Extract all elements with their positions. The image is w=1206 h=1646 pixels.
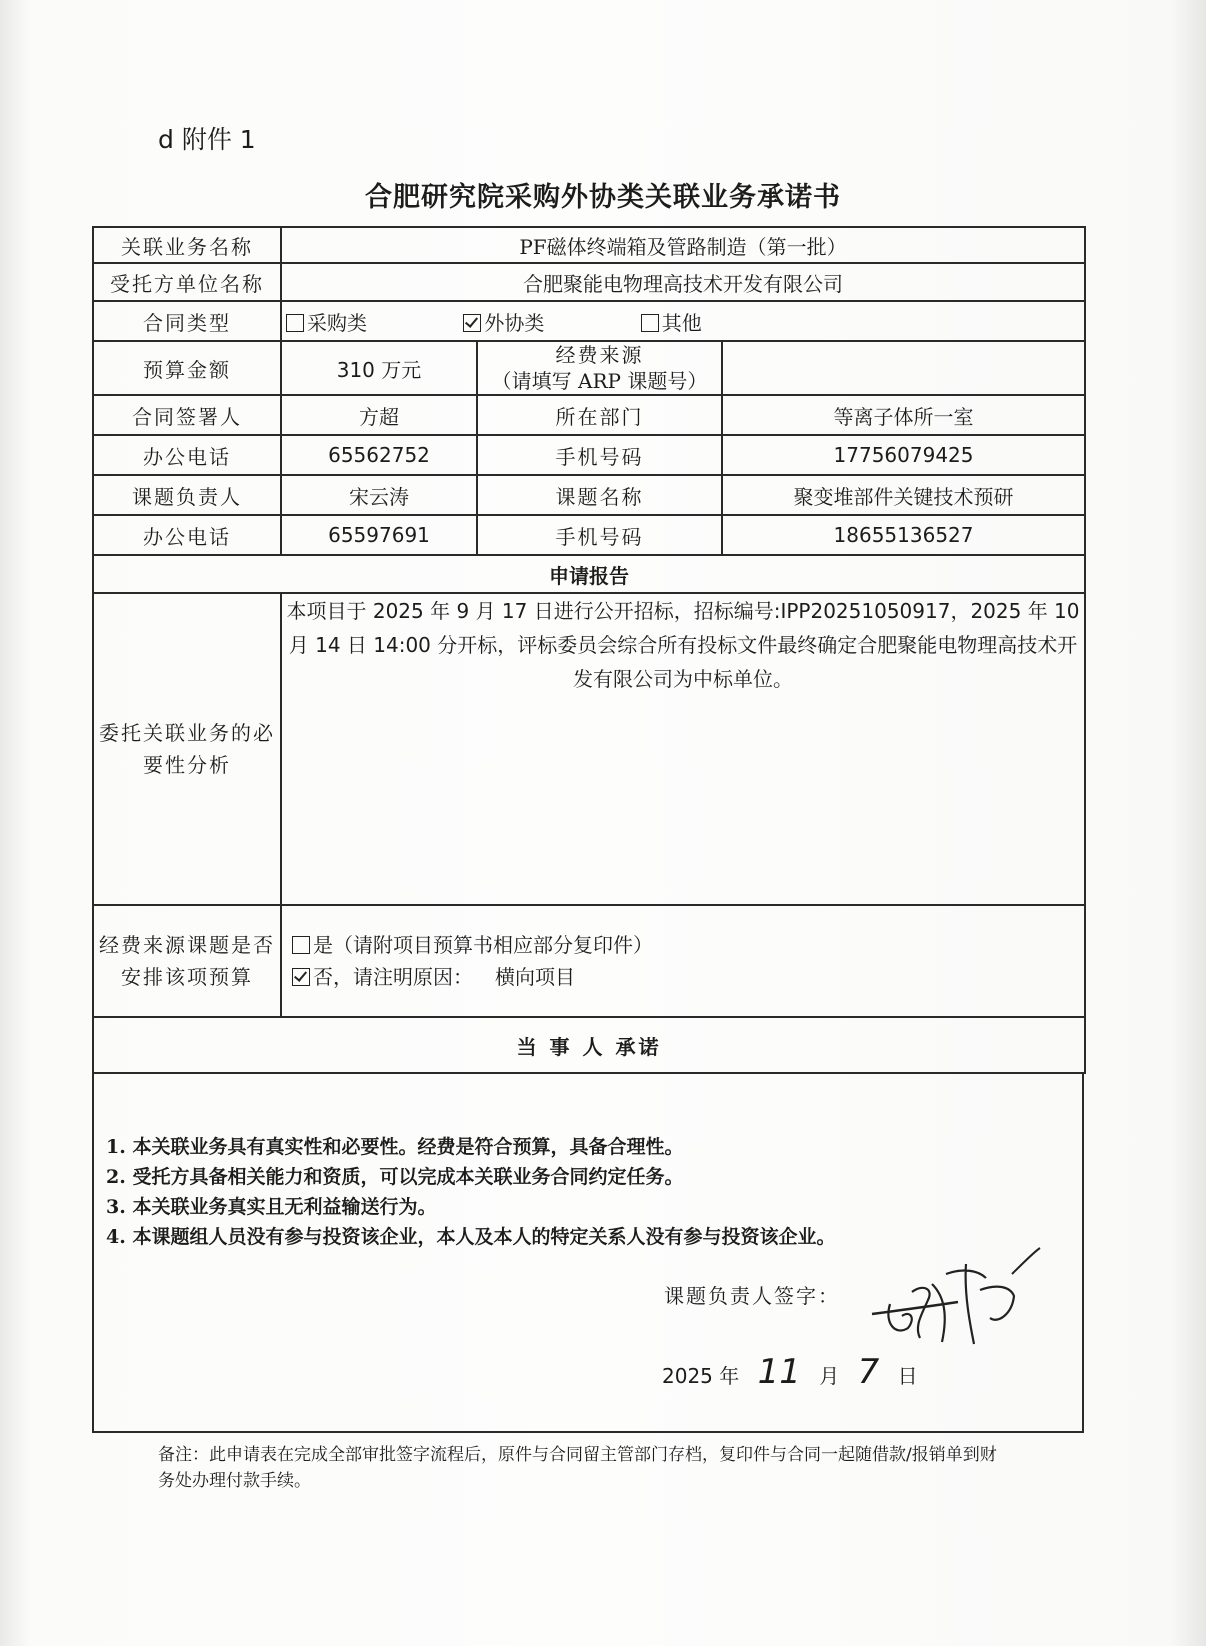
department-label: 所在部门 bbox=[477, 395, 722, 435]
budget-no-label: 否，请注明原因： bbox=[313, 965, 473, 989]
date-month: 11 bbox=[757, 1352, 801, 1392]
business-name-label: 关联业务名称 bbox=[93, 227, 281, 263]
signature-date bbox=[662, 1352, 918, 1392]
mobile-label-1: 手机号码 bbox=[477, 435, 722, 475]
necessity-label-line2: 要性分析 bbox=[143, 753, 231, 777]
footer-note: 备注：此申请表在完成全部审批签字流程后，原件与合同留主管部门存档，复印件与合同一起随借款/报销单到财务处办理付款手续。 bbox=[158, 1445, 997, 1491]
date-day-unit: 日 bbox=[897, 1364, 918, 1388]
signer-value: 方超 bbox=[281, 395, 477, 435]
row-business-name bbox=[93, 227, 1085, 263]
budget-question-answers bbox=[281, 905, 1085, 1017]
commitment-form bbox=[92, 226, 1084, 1433]
office-phone-label-2: 办公电话 bbox=[93, 515, 281, 555]
option-procurement-label: 采购类 bbox=[307, 310, 367, 335]
project-name-label: 课题名称 bbox=[477, 475, 722, 515]
mobile-value-1: 17756079425 bbox=[722, 435, 1085, 475]
option-outsourcing bbox=[463, 307, 544, 336]
date-day: 7 bbox=[857, 1352, 880, 1392]
office-phone-value-2: 65597691 bbox=[281, 515, 477, 555]
application-section-title: 申请报告 bbox=[93, 555, 1085, 593]
row-application-title bbox=[93, 555, 1085, 593]
department-value: 等离子体所一室 bbox=[722, 395, 1085, 435]
date-year-unit: 年 bbox=[719, 1364, 740, 1388]
commitment-section-title: 当 事 人 承诺 bbox=[93, 1017, 1085, 1073]
mobile-value-2: 18655136527 bbox=[722, 515, 1085, 555]
funding-source-value bbox=[722, 341, 1085, 395]
contract-type-options bbox=[281, 301, 1085, 341]
row-signer bbox=[93, 395, 1085, 435]
row-necessity bbox=[93, 593, 1085, 905]
funding-source-label bbox=[477, 341, 722, 395]
office-phone-label-1: 办公电话 bbox=[93, 435, 281, 475]
date-year: 2025 bbox=[662, 1364, 713, 1388]
budget-question-label-line2: 安排该项预算 bbox=[121, 965, 253, 989]
form-table bbox=[92, 226, 1086, 1074]
necessity-label-line1: 委托关联业务的必 bbox=[99, 721, 275, 745]
commitment-item-2: 2. 受托方具备相关能力和资质，可以完成本关联业务合同约定任务。 bbox=[106, 1166, 684, 1188]
necessity-label bbox=[93, 593, 281, 905]
business-name-value: PF磁体终端箱及管路制造（第一批） bbox=[281, 227, 1085, 263]
commitment-item-1: 1. 本关联业务具有真实性和必要性。经费是符合预算，具备合理性。 bbox=[106, 1136, 684, 1158]
budget-value: 310 万元 bbox=[281, 341, 477, 395]
checkbox-procurement bbox=[286, 314, 304, 332]
budget-yes-option bbox=[292, 929, 1080, 961]
contract-type-label: 合同类型 bbox=[93, 301, 281, 341]
attachment-label: d 附件 1 bbox=[158, 125, 256, 154]
funding-source-label-line2: （请填写 ARP 课题号） bbox=[491, 369, 708, 393]
date-month-unit: 月 bbox=[819, 1364, 840, 1388]
checkbox-budget-no-checked bbox=[292, 968, 310, 986]
document-title: 合肥研究院采购外协类关联业务承诺书 bbox=[365, 182, 841, 213]
option-other-label: 其他 bbox=[661, 310, 702, 335]
budget-question-label bbox=[93, 905, 281, 1017]
row-commitment-title bbox=[93, 1017, 1085, 1073]
checkbox-budget-yes bbox=[292, 936, 310, 954]
handwritten-signature-image bbox=[862, 1244, 1042, 1354]
project-lead-label: 课题负责人 bbox=[93, 475, 281, 515]
row-budget bbox=[93, 341, 1085, 395]
budget-yes-label: 是（请附项目预算书相应部分复印件） bbox=[313, 933, 653, 957]
row-contract-type bbox=[93, 301, 1085, 341]
commitment-list bbox=[106, 1132, 835, 1252]
entrusted-unit-value: 合肥聚能电物理高技术开发有限公司 bbox=[281, 263, 1085, 301]
commitment-item-3: 3. 本关联业务真实且无利益输送行为。 bbox=[106, 1196, 437, 1218]
checkbox-other bbox=[641, 314, 659, 332]
row-entrusted-unit bbox=[93, 263, 1085, 301]
project-lead-value: 宋云涛 bbox=[281, 475, 477, 515]
commitment-box bbox=[92, 1074, 1084, 1433]
necessity-text: 本项目于 2025 年 9 月 17 日进行公开招标，招标编号:IPP20251050917，2025 年 10 月 14 日 14:00 分开标，评标委员会综合所有投标文件最终确定合肥聚能电物理高技术开发有限公司为中标单位。 bbox=[281, 593, 1085, 905]
project-name-value: 聚变堆部件关键技术预研 bbox=[722, 475, 1085, 515]
option-procurement bbox=[286, 307, 367, 336]
row-project-lead bbox=[93, 475, 1085, 515]
signer-label: 合同签署人 bbox=[93, 395, 281, 435]
option-outsourcing-label: 外协类 bbox=[484, 310, 545, 335]
budget-no-option bbox=[292, 961, 1080, 993]
funding-source-label-line1: 经费来源 bbox=[555, 343, 644, 367]
entrusted-unit-label: 受托方单位名称 bbox=[93, 263, 281, 301]
row-office-phone-1 bbox=[93, 435, 1085, 475]
option-other bbox=[641, 307, 702, 336]
mobile-label-2: 手机号码 bbox=[477, 515, 722, 555]
budget-label: 预算金额 bbox=[93, 341, 281, 395]
row-budget-question bbox=[93, 905, 1085, 1017]
signature-label: 课题负责人签字： bbox=[664, 1284, 840, 1308]
budget-question-label-line1: 经费来源课题是否 bbox=[99, 933, 275, 957]
commitment-item-4: 4. 本课题组人员没有参与投资该企业，本人及本人的特定关系人没有参与投资该企业。 bbox=[106, 1226, 836, 1248]
budget-no-reason: 横向项目 bbox=[495, 965, 575, 989]
checkbox-outsourcing-checked bbox=[463, 314, 481, 332]
office-phone-value-1: 65562752 bbox=[281, 435, 477, 475]
row-office-phone-2 bbox=[93, 515, 1085, 555]
